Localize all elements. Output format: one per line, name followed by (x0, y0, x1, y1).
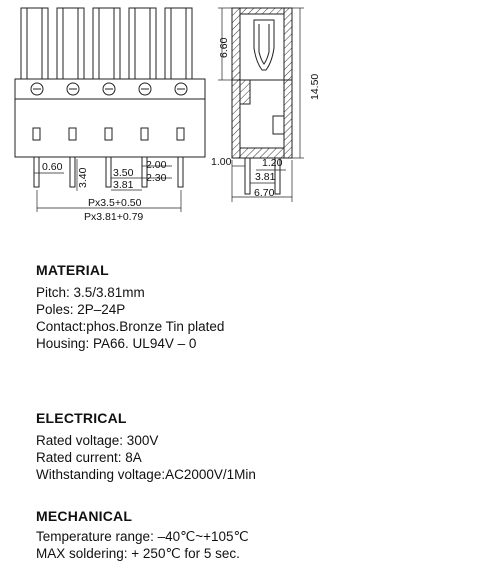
mechanical-heading: MECHANICAL (36, 508, 133, 524)
mechanical-temperature-range: Temperature range: –40℃~+105℃ (36, 529, 249, 544)
dim-3-50: 3.50 (113, 167, 134, 179)
electrical-section (36, 410, 256, 483)
connector-technical-drawing (0, 0, 500, 230)
pin (70, 157, 75, 187)
housing-body (15, 79, 205, 157)
material-pitch: Pitch: 3.5/3.81mm (36, 285, 145, 300)
pin (34, 157, 39, 187)
electrical-rated-current: Rated current: 8A (36, 450, 142, 465)
side-wire-slot (273, 116, 284, 134)
dim-1-00: 1.00 (211, 156, 232, 168)
mechanical-section (36, 508, 249, 562)
top-fin (165, 8, 192, 79)
material-contact: Contact:phos.Bronze Tin plated (36, 319, 225, 334)
dim-2-00: 2.00 (146, 159, 167, 171)
front-view-dimensions (42, 159, 167, 223)
dim-0-60: 0.60 (42, 161, 63, 173)
dim-3-81-side: 3.81 (255, 171, 276, 183)
dim-14-50: 14.50 (309, 73, 321, 100)
dim-3-81: 3.81 (113, 179, 134, 191)
dim-6-60: 6.60 (218, 37, 230, 58)
top-fin (129, 8, 156, 79)
top-fin (21, 8, 48, 79)
dim-1-20: 1.20 (262, 157, 283, 169)
electrical-withstanding-voltage: Withstanding voltage:AC2000V/1Min (36, 467, 256, 482)
side-pin (245, 158, 250, 194)
electrical-rated-voltage: Rated voltage: 300V (36, 433, 159, 448)
front-view (15, 8, 205, 212)
material-housing: Housing: PA66. UL94V – 0 (36, 336, 197, 351)
dim-pitch-a: Px3.5+0.50 (88, 197, 142, 209)
material-heading: MATERIAL (36, 262, 109, 278)
top-fin (93, 8, 120, 79)
dim-pitch-b: Px3.81+0.79 (84, 211, 144, 223)
pin (178, 157, 183, 187)
mechanical-max-soldering: MAX soldering: + 250℃ for 5 sec. (36, 546, 240, 561)
material-section (36, 262, 224, 352)
dim-6-70: 6.70 (254, 187, 275, 199)
dim-3-40: 3.40 (77, 167, 89, 188)
dim-2-30: 2.30 (146, 172, 167, 184)
material-poles: Poles: 2P–24P (36, 302, 126, 317)
electrical-heading: ELECTRICAL (36, 410, 127, 426)
pin (106, 157, 111, 187)
top-fin (57, 8, 84, 79)
